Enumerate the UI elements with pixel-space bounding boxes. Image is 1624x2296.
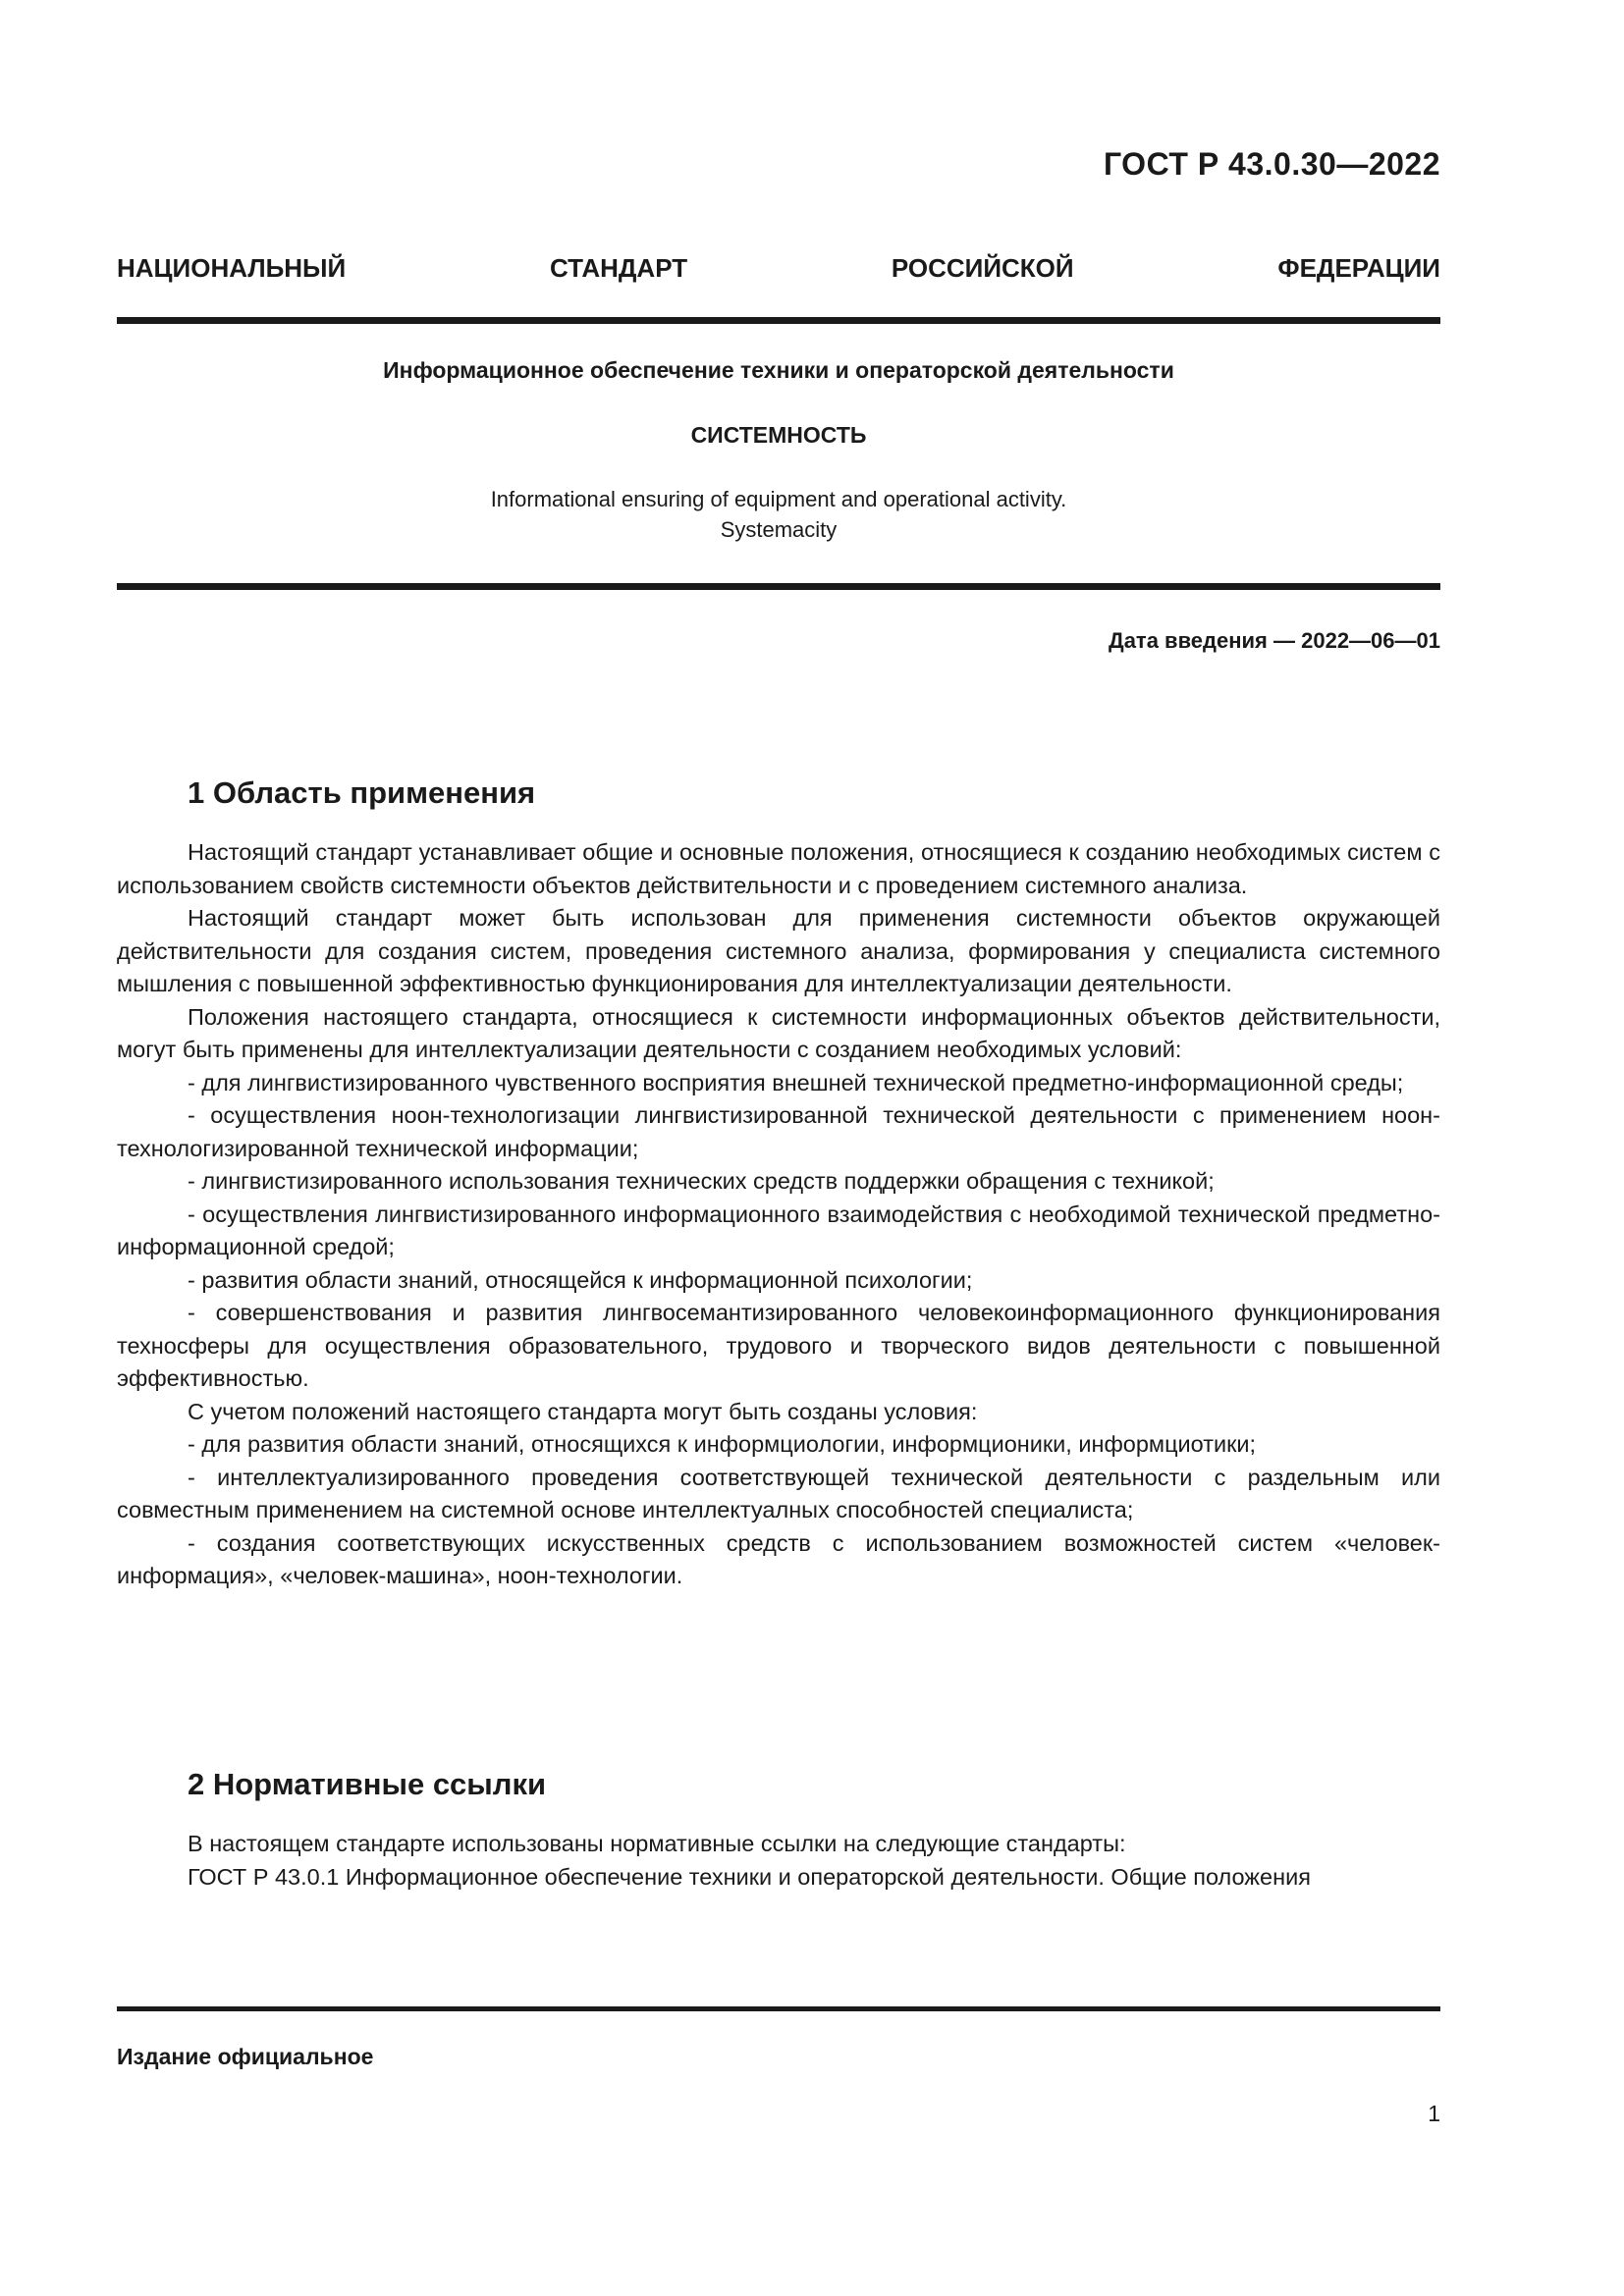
section-1-body [117,836,1440,1593]
paragraph: Настоящий стандарт может быть использован для применения системности объектов окружающей действительности для создания систем, проведения системного анализа, формирования у специалиста системного мышления с повышенной эффективностью функционирования для интеллектуализации деятельности. [117,905,1440,996]
list-item: - осуществления лингвистизированного информационного взаимодействия с необходимой технической предметно-информационной средой; [117,1201,1440,1259]
top-divider [117,317,1440,324]
list-item: - создания соответствующих искусственных средств с использованием возможностей систем «человек-информация», «человек-машина», ноон-технологии. [117,1529,1440,1588]
paragraph: Настоящий стандарт устанавливает общие и основные положения, относящиеся к созданию необходимых систем с использованием свойств системности объектов действительности и с проведением системного анализа. [117,839,1440,898]
paragraph: В настоящем стандарте использованы нормативные ссылки на следующие стандарты: [188,1831,1126,1856]
list-item: - осуществления ноон-технологизации лингвистизированной технической деятельности с применением ноон-технологизированной технической информации; [117,1102,1440,1161]
english-title-line1: Informational ensuring of equipment and operational activity. [490,487,1067,511]
document-number: ГОСТ Р 43.0.30—2022 [1103,146,1440,182]
list-item: - совершенствования и развития лингвосемантизированного человекоинформационного функционирования техносферы для осуществления образовательного, трудового и творческого видов деятельности с повышенной эффективностью. [117,1300,1440,1391]
list-item: - лингвистизированного использования технических средств поддержки обращения с техникой; [188,1168,1215,1194]
list-item: - для развития области знаний, относящихся к информциологии, информционики, информциотики; [188,1431,1257,1457]
national-standard-heading: НАЦИОНАЛЬНЫЙ СТАНДАРТ РОССИЙСКОЙ ФЕДЕРАЦИИ [117,253,1440,283]
section-2-body [117,1828,1440,1894]
effective-date: Дата введения — 2022—06—01 [1109,628,1440,653]
title-divider [117,583,1440,590]
paragraph: Положения настоящего стандарта, относящиеся к системности информационных объектов действительности, могут быть применены для интеллектуализации деятельности с созданием необходимых условий: [117,1003,1440,1062]
page-number: 1 [1428,2101,1440,2126]
list-item: - развития области знаний, относящейся к информационной психологии; [188,1266,973,1293]
paragraph: С учетом положений настоящего стандарта могут быть созданы условия: [188,1398,978,1424]
english-title-line2: Systemacity [720,517,838,542]
list-item: - для лингвистизированного чувственного восприятия внешней технической предметно-информационной среды; [188,1069,1404,1095]
document-title: Информационное обеспечение техники и операторской деятельности [383,357,1174,383]
footer-divider [117,2006,1440,2011]
reference-item: ГОСТ Р 43.0.1 Информационное обеспечение техники и операторской деятельности. Общие положения [188,1863,1311,1890]
section-1-heading: 1 Область применения [188,775,536,810]
document-subtitle: СИСТЕМНОСТЬ [690,422,867,448]
list-item: - интеллектуализированного проведения соответствующей технической деятельности с раздельным или совместным применением на системной основе интеллектуалных способностей специалиста; [117,1464,1440,1522]
section-2-heading: 2 Нормативные ссылки [188,1767,547,1801]
english-title [117,484,1440,545]
edition-label: Издание официальное [117,2044,374,2069]
